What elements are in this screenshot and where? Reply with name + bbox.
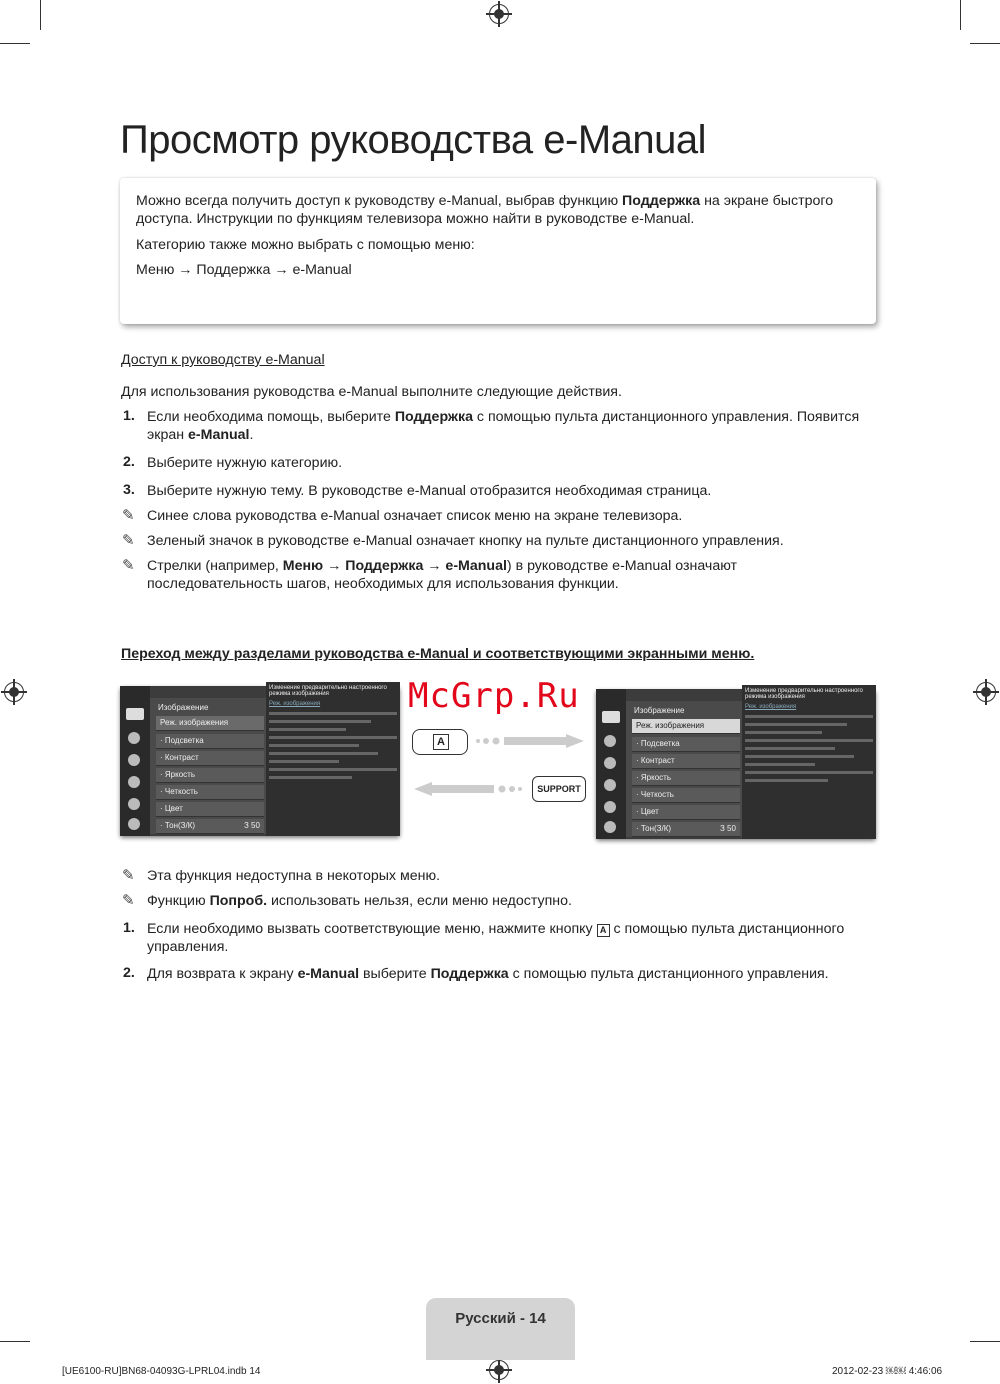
step-text: Для возврата к экрану e-Manual выберите Поддержка с помощью пульта дистанционного управления. [147, 966, 829, 982]
a-button-icon: A [412, 729, 468, 755]
step-number: 1. [123, 408, 135, 424]
intro-box [120, 178, 876, 324]
picture-icon [126, 708, 144, 720]
menu-title: Изображение [634, 706, 685, 715]
sound-icon [128, 732, 140, 744]
gear-icon [128, 798, 140, 810]
menu-title: Изображение [158, 703, 209, 712]
page-label: Русский - 14 [455, 1310, 546, 1327]
pencil-icon: ✎ [122, 557, 135, 574]
pencil-icon: ✎ [122, 507, 135, 524]
menu-item: · Контраст [632, 754, 740, 769]
menu-item: · Яркость [632, 771, 740, 786]
network-icon [604, 779, 616, 791]
pencil-icon: ✎ [122, 892, 135, 909]
tv-screen-right [596, 689, 876, 839]
a-key-icon: A [597, 924, 610, 937]
section-lead: Для использования руководства e-Manual выполните следующие действия. [121, 384, 622, 400]
tv-sidebar [120, 686, 150, 836]
note-text: Эта функция недоступна в некоторых меню. [147, 868, 441, 884]
network-icon [128, 776, 140, 788]
file-name: [UE6100-RU]BN68-04093G-LPRL04.indb 14 [62, 1366, 261, 1377]
step-text: Выберите нужную категорию. [147, 455, 343, 471]
step-number: 2. [123, 454, 135, 470]
tone-value: З 50 [720, 824, 736, 833]
pencil-icon: ✎ [122, 532, 135, 549]
pencil-icon: ✎ [122, 867, 135, 884]
tv-menu [150, 698, 270, 834]
registration-mark-icon [976, 682, 996, 702]
sound-icon [604, 735, 616, 747]
section-heading: Доступ к руководству e-Manual [121, 352, 325, 368]
crop-mark [960, 0, 961, 30]
menu-item: · Четкость [632, 788, 740, 803]
registration-mark-icon [489, 4, 509, 24]
emanual-panel [742, 685, 876, 839]
page-title: Просмотр руководства e-Manual [120, 118, 707, 162]
arrow-left-icon [414, 782, 526, 796]
intro-paragraph-2: Категорию также можно выбрать с помощью меню: [136, 237, 475, 253]
watermark: McGrp.Ru [408, 676, 580, 716]
menu-item-selected: Реж. изображения [632, 719, 740, 734]
menu-item: Реж. изображения [156, 716, 264, 731]
registration-mark-icon [489, 1360, 509, 1380]
emanual-panel [266, 682, 400, 836]
step-number: 2. [123, 965, 135, 981]
step-text: Если необходима помощь, выберите Поддержка с помощью пульта дистанционного управления. Появится экран e-Manual. [147, 409, 860, 443]
step-text: Если необходимо вызвать соответствующие меню, нажмите кнопку A с помощью пульта дистанционного управления. [147, 921, 845, 955]
gear-icon [604, 801, 616, 813]
note-text: Зеленый значок в руководстве e-Manual означает кнопку на пульте дистанционного управления. [147, 533, 784, 549]
crop-mark [40, 0, 41, 30]
print-date: 2012-02-23 ￼￼ 4:46:06 [832, 1366, 943, 1377]
note-text: Стрелки (например, Меню → Поддержка → e-Manual) в руководстве e-Manual означают последовательность шагов, необходимых для использования функции. [147, 558, 738, 592]
menu-item: · Подсветка [632, 737, 740, 752]
note-text: Функцию Попроб. использовать нельзя, если меню недоступно. [147, 893, 572, 909]
tv-menu [626, 701, 746, 837]
support-icon [604, 821, 616, 833]
menu-item: · Контраст [156, 751, 264, 766]
support-icon [128, 818, 140, 830]
menu-path: Меню → Поддержка → e-Manual [136, 262, 352, 278]
menu-item: · Тон(З/К) [156, 819, 264, 834]
step-number: 3. [123, 482, 135, 498]
channel-icon [128, 754, 140, 766]
registration-mark-icon [4, 682, 24, 702]
help-link: Реж. изображения [269, 701, 321, 707]
menu-item: · Тон(З/К) [632, 822, 740, 837]
menu-item: · Четкость [156, 785, 264, 800]
picture-icon [602, 711, 620, 723]
arrow-right-icon [472, 734, 584, 748]
menu-item: · Подсветка [156, 734, 264, 749]
menu-item: · Яркость [156, 768, 264, 783]
crop-mark [0, 1341, 30, 1342]
menu-item: · Цвет [156, 802, 264, 817]
tone-value: З 50 [244, 821, 260, 830]
tv-screen-left [120, 686, 400, 836]
crop-mark [970, 1341, 1000, 1342]
help-title: Изменение предварительно настроенного режима изображения [269, 685, 387, 697]
step-text: Выберите нужную тему. В руководстве e-Manual отобразится необходимая страница. [147, 483, 712, 499]
menu-item: · Цвет [632, 805, 740, 820]
crop-mark [0, 43, 30, 44]
help-title: Изменение предварительно настроенного режима изображения [745, 688, 863, 700]
support-button-icon: SUPPORT [532, 776, 586, 802]
channel-icon [604, 757, 616, 769]
help-link: Реж. изображения [745, 704, 797, 710]
note-text: Синее слова руководства e-Manual означает список меню на экране телевизора. [147, 508, 683, 524]
section-heading: Переход между разделами руководства e-Manual и соответствующими экранными меню. [121, 646, 755, 662]
page-label-tab [426, 1298, 575, 1360]
step-number: 1. [123, 920, 135, 936]
crop-mark [970, 43, 1000, 44]
intro-paragraph: Можно всегда получить доступ к руководству e-Manual, выбрав функцию Поддержка на экране быстрого доступа. Инструкции по функциям телевизора можно найти в руководстве e-Manual. [136, 193, 834, 227]
tv-sidebar [596, 689, 626, 839]
